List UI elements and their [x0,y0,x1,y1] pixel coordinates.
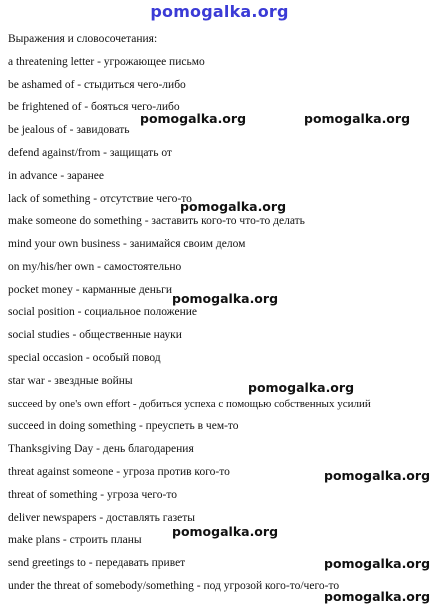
entry-line: deliver newspapers - доставлять газеты [8,512,195,524]
watermark: pomogalka.org [172,524,279,539]
entry-line: be jealous of - завидовать [8,124,130,136]
watermark: pomogalka.org [248,380,355,395]
entry-line: threat against someone - угроза против кого-то [8,466,230,478]
watermark: pomogalka.org [140,111,247,126]
entry-line: on my/his/her own - самостоятельно [8,261,182,273]
entry-line: succeed in doing something - преуспеть в чем-то [8,420,239,432]
watermark: pomogalka.org [324,589,431,604]
entry-line: social position - социальное положение [8,306,197,318]
entry-line: make plans - строить планы [8,534,142,546]
entry-line: in advance - заранее [8,170,104,182]
entry-line: send greetings to - передавать привет [8,557,186,569]
entry-line: mind your own business - занимайся своим делом [8,238,246,250]
watermark: pomogalka.org [324,468,431,483]
entry-line: social studies - общественные науки [8,329,182,341]
entry-line: special occasion - особый повод [8,352,161,364]
entry-line: lack of something - отсутствие чего-то [8,193,192,205]
entry-line: under the threat of somebody/something - под угрозой кого-то/чего-то [8,580,340,592]
watermark: pomogalka.org [180,199,287,214]
entry-line: succeed by one's own effort - добиться успеха с помощью собственных усилий [8,398,371,410]
entry-line: make someone do something - заставить кого-то что-то делать [8,215,305,227]
entry-line: threat of something - угроза чего-то [8,489,178,501]
entry-line: a threatening letter - угрожающее письмо [8,56,205,68]
entry-line: star war - звездные войны [8,375,133,387]
header-watermark: pomogalka.org [150,2,289,21]
watermark: pomogalka.org [324,556,431,571]
entry-line: defend against/from - защищать от [8,147,172,159]
document-heading: Выражения и словосочетания: [8,33,158,45]
entry-line: be frightened of - бояться чего-либо [8,101,180,113]
entry-line: pocket money - карманные деньги [8,284,173,296]
entry-line: Thanksgiving Day - день благодарения [8,443,194,455]
entry-line: be ashamed of - стыдиться чего-либо [8,79,186,91]
watermark: pomogalka.org [304,111,411,126]
watermark: pomogalka.org [172,291,279,306]
